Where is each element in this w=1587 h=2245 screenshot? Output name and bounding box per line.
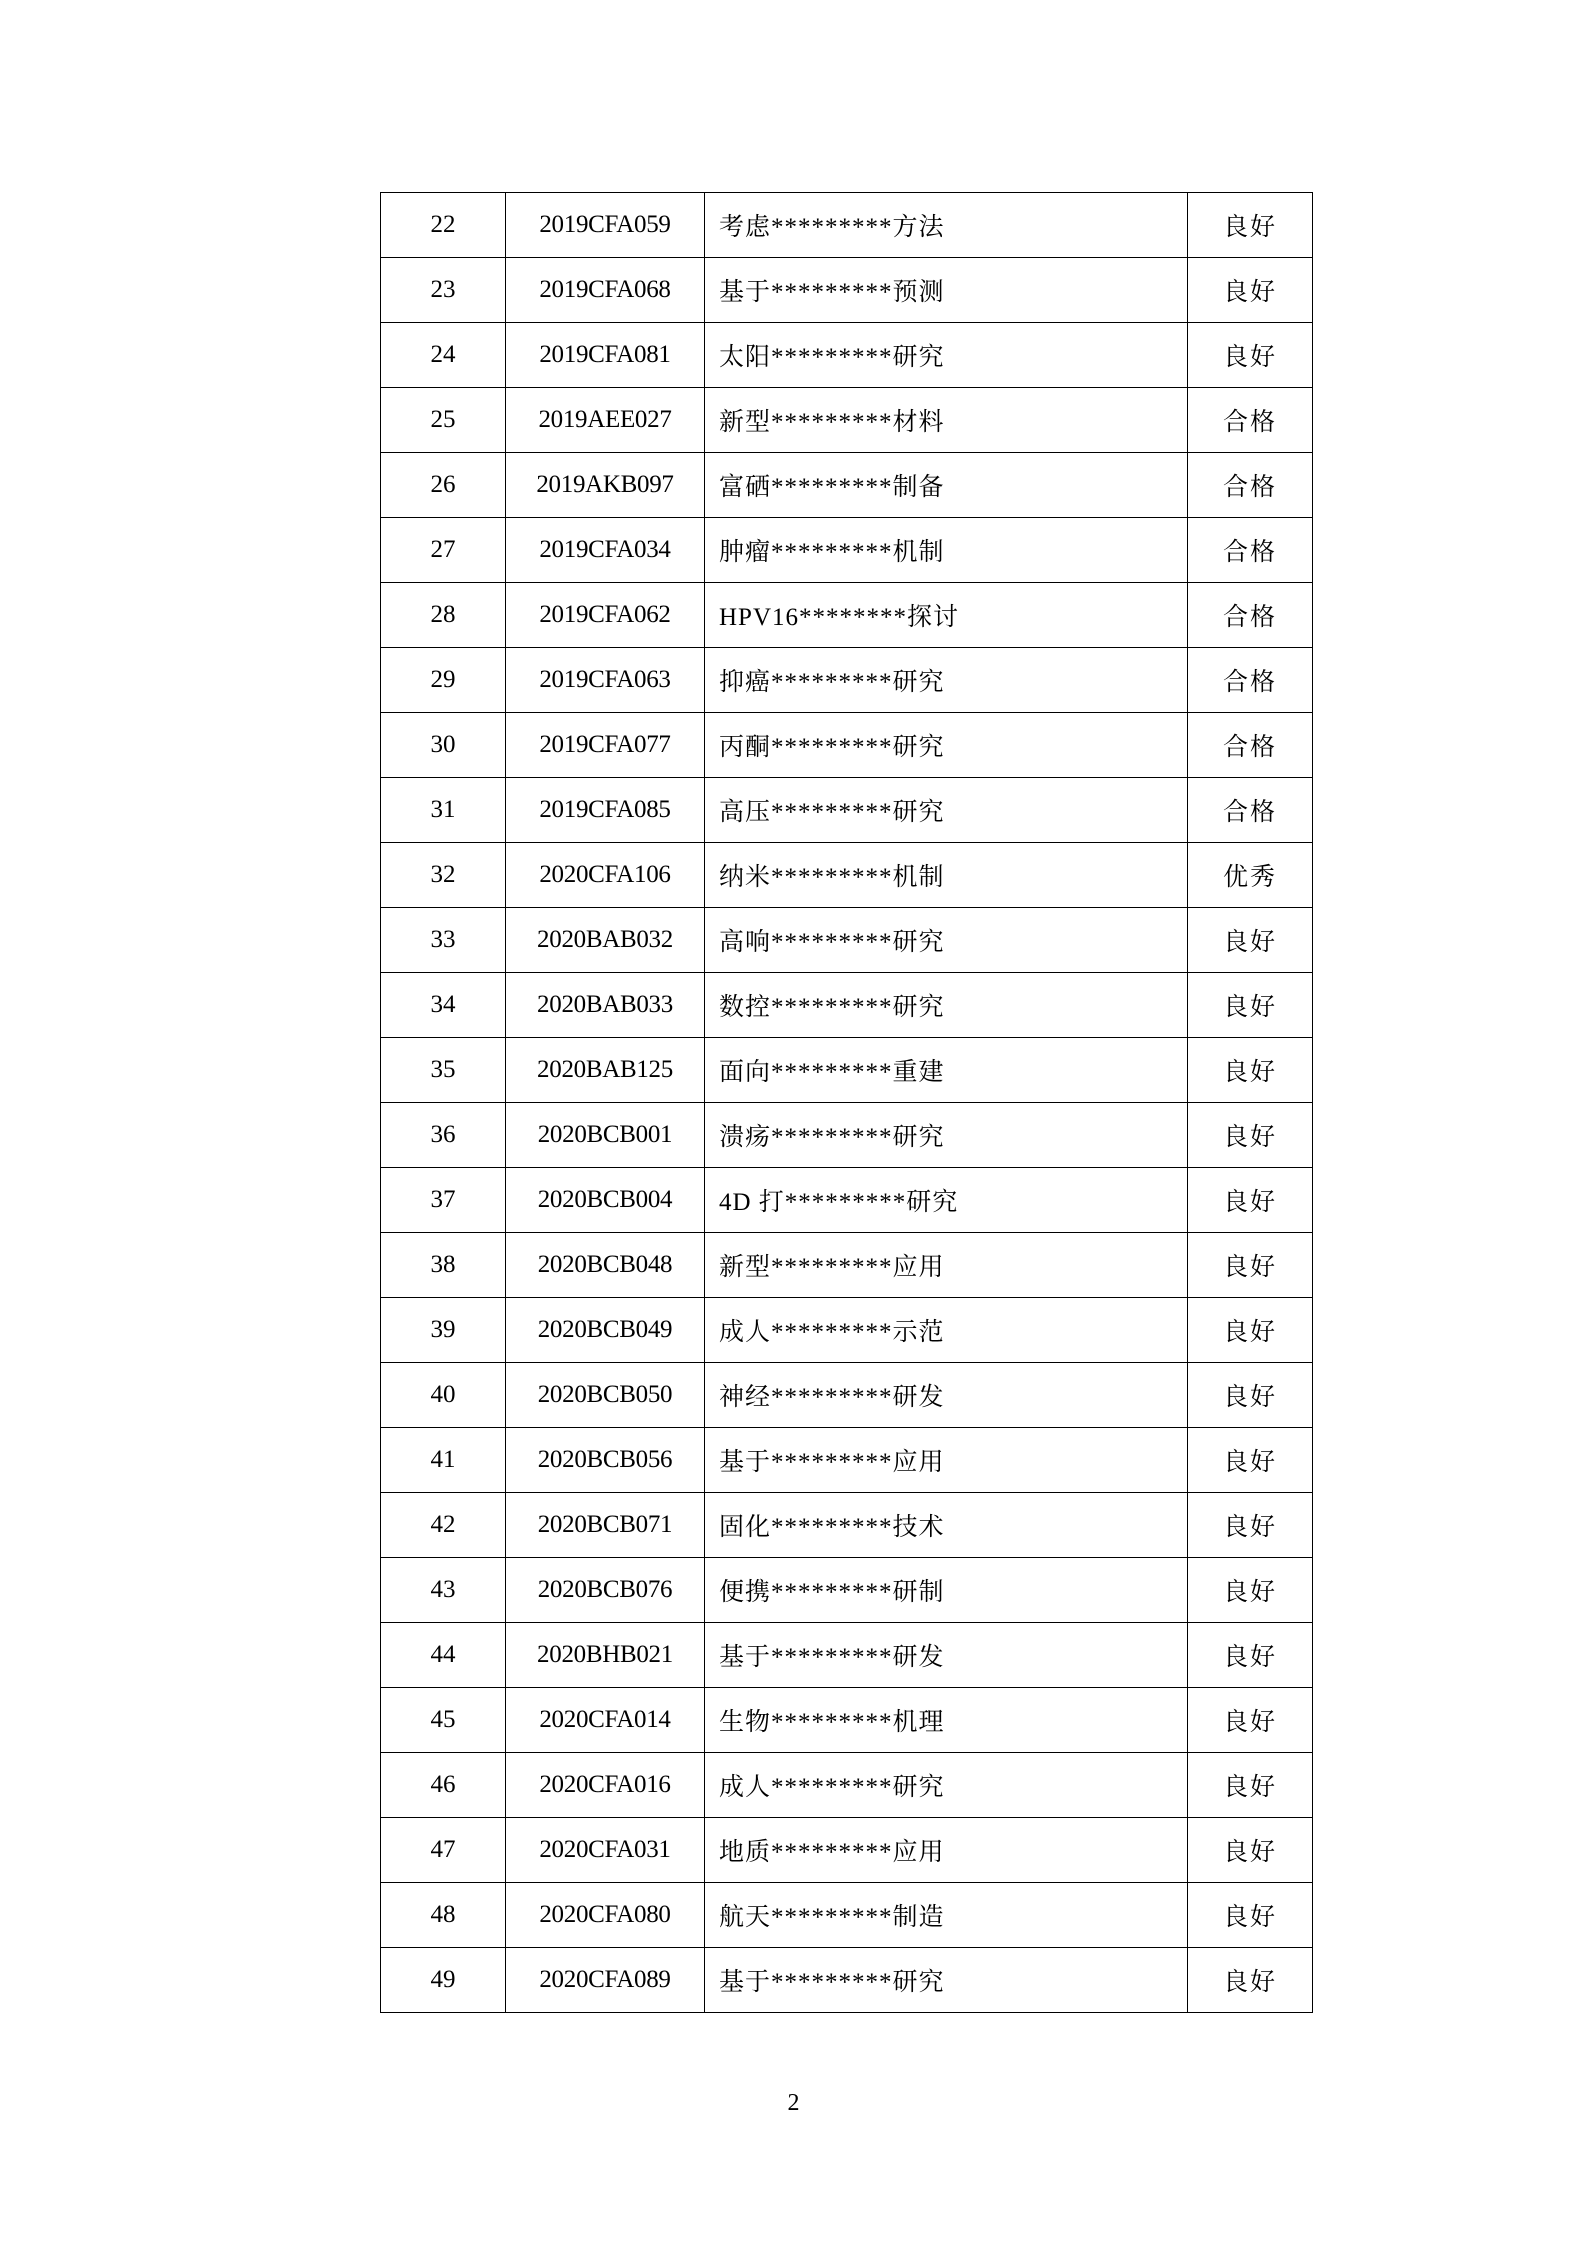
cell-project-title: 便携*********研制 <box>705 1558 1188 1623</box>
cell-project-title: 生物*********机理 <box>705 1688 1188 1753</box>
table-row <box>381 973 1313 1038</box>
cell-project-title: 成人*********研究 <box>705 1753 1188 1818</box>
cell-project-title: 高响*********研究 <box>705 908 1188 973</box>
table-row <box>381 1558 1313 1623</box>
cell-project-code: 2020CFA014 <box>506 1688 705 1753</box>
cell-project-title: 溃疡*********研究 <box>705 1103 1188 1168</box>
cell-number: 37 <box>381 1168 506 1233</box>
cell-grade: 良好 <box>1188 908 1313 973</box>
cell-project-title: 丙酮*********研究 <box>705 713 1188 778</box>
cell-grade: 良好 <box>1188 1818 1313 1883</box>
cell-project-code: 2020BCB071 <box>506 1493 705 1558</box>
table-row <box>381 648 1313 713</box>
cell-number: 35 <box>381 1038 506 1103</box>
cell-grade: 良好 <box>1188 973 1313 1038</box>
cell-project-title: 基于*********应用 <box>705 1428 1188 1493</box>
cell-project-code: 2020BCB001 <box>506 1103 705 1168</box>
cell-project-code: 2019CFA063 <box>506 648 705 713</box>
cell-project-code: 2020CFA016 <box>506 1753 705 1818</box>
cell-project-code: 2020BAB032 <box>506 908 705 973</box>
cell-project-title: 面向*********重建 <box>705 1038 1188 1103</box>
cell-number: 36 <box>381 1103 506 1168</box>
table-body <box>381 193 1313 2013</box>
table-row <box>381 388 1313 453</box>
table-row <box>381 1818 1313 1883</box>
cell-number: 28 <box>381 583 506 648</box>
cell-project-code: 2020BCB050 <box>506 1363 705 1428</box>
cell-number: 44 <box>381 1623 506 1688</box>
cell-grade: 良好 <box>1188 1298 1313 1363</box>
cell-project-title: 航天*********制造 <box>705 1883 1188 1948</box>
table-row <box>381 1233 1313 1298</box>
table-row <box>381 778 1313 843</box>
cell-project-code: 2020BCB048 <box>506 1233 705 1298</box>
cell-project-title: 肿瘤*********机制 <box>705 518 1188 583</box>
table-row <box>381 193 1313 258</box>
cell-grade: 良好 <box>1188 1558 1313 1623</box>
cell-number: 23 <box>381 258 506 323</box>
cell-number: 46 <box>381 1753 506 1818</box>
cell-grade: 良好 <box>1188 1753 1313 1818</box>
cell-project-title: 纳米*********机制 <box>705 843 1188 908</box>
cell-number: 32 <box>381 843 506 908</box>
table-row <box>381 453 1313 518</box>
cell-grade: 良好 <box>1188 1428 1313 1493</box>
cell-number: 22 <box>381 193 506 258</box>
cell-number: 31 <box>381 778 506 843</box>
page-number: 2 <box>787 2090 800 2116</box>
cell-project-title: 成人*********示范 <box>705 1298 1188 1363</box>
cell-project-title: 固化*********技术 <box>705 1493 1188 1558</box>
cell-grade: 良好 <box>1188 1168 1313 1233</box>
cell-number: 33 <box>381 908 506 973</box>
cell-number: 30 <box>381 713 506 778</box>
cell-project-code: 2020BCB056 <box>506 1428 705 1493</box>
project-results-table <box>380 192 1313 2013</box>
cell-grade: 良好 <box>1188 1363 1313 1428</box>
cell-grade: 合格 <box>1188 453 1313 518</box>
table-row <box>381 1883 1313 1948</box>
cell-grade: 良好 <box>1188 1038 1313 1103</box>
cell-project-title: 地质*********应用 <box>705 1818 1188 1883</box>
cell-project-title: 富硒*********制备 <box>705 453 1188 518</box>
cell-number: 27 <box>381 518 506 583</box>
table-row <box>381 713 1313 778</box>
cell-number: 26 <box>381 453 506 518</box>
cell-number: 42 <box>381 1493 506 1558</box>
cell-number: 48 <box>381 1883 506 1948</box>
table-row <box>381 583 1313 648</box>
cell-project-code: 2020CFA106 <box>506 843 705 908</box>
cell-project-code: 2020CFA031 <box>506 1818 705 1883</box>
table-row <box>381 323 1313 388</box>
cell-project-title: 4D 打*********研究 <box>705 1168 1188 1233</box>
cell-grade: 合格 <box>1188 778 1313 843</box>
cell-project-code: 2019CFA034 <box>506 518 705 583</box>
cell-number: 45 <box>381 1688 506 1753</box>
cell-project-code: 2019CFA062 <box>506 583 705 648</box>
cell-project-title: 基于*********研发 <box>705 1623 1188 1688</box>
cell-grade: 良好 <box>1188 1493 1313 1558</box>
cell-grade: 良好 <box>1188 1623 1313 1688</box>
table-row <box>381 1363 1313 1428</box>
cell-project-code: 2019AEE027 <box>506 388 705 453</box>
cell-project-code: 2020BCB049 <box>506 1298 705 1363</box>
cell-grade: 良好 <box>1188 1103 1313 1168</box>
cell-grade: 良好 <box>1188 1233 1313 1298</box>
table-row <box>381 1298 1313 1363</box>
table-row <box>381 1493 1313 1558</box>
cell-grade: 合格 <box>1188 648 1313 713</box>
table-row <box>381 1688 1313 1753</box>
cell-grade: 合格 <box>1188 518 1313 583</box>
table-row <box>381 1103 1313 1168</box>
cell-number: 39 <box>381 1298 506 1363</box>
cell-project-title: 抑癌*********研究 <box>705 648 1188 713</box>
cell-grade: 合格 <box>1188 388 1313 453</box>
cell-project-title: 考虑*********方法 <box>705 193 1188 258</box>
table-row <box>381 1623 1313 1688</box>
cell-grade: 良好 <box>1188 1948 1313 2013</box>
table-row <box>381 908 1313 973</box>
cell-number: 24 <box>381 323 506 388</box>
cell-project-code: 2019AKB097 <box>506 453 705 518</box>
cell-number: 43 <box>381 1558 506 1623</box>
cell-project-code: 2020BHB021 <box>506 1623 705 1688</box>
cell-number: 38 <box>381 1233 506 1298</box>
cell-number: 29 <box>381 648 506 713</box>
cell-project-title: 基于*********预测 <box>705 258 1188 323</box>
cell-project-title: 高压*********研究 <box>705 778 1188 843</box>
cell-project-code: 2019CFA077 <box>506 713 705 778</box>
cell-grade: 优秀 <box>1188 843 1313 908</box>
table-row <box>381 1948 1313 2013</box>
cell-project-title: 神经*********研发 <box>705 1363 1188 1428</box>
cell-project-code: 2020BCB004 <box>506 1168 705 1233</box>
cell-number: 49 <box>381 1948 506 2013</box>
table-row <box>381 843 1313 908</box>
cell-grade: 合格 <box>1188 583 1313 648</box>
cell-project-code: 2019CFA059 <box>506 193 705 258</box>
cell-number: 34 <box>381 973 506 1038</box>
cell-number: 47 <box>381 1818 506 1883</box>
cell-project-code: 2020BAB125 <box>506 1038 705 1103</box>
cell-grade: 良好 <box>1188 323 1313 388</box>
cell-project-code: 2020BCB076 <box>506 1558 705 1623</box>
cell-number: 40 <box>381 1363 506 1428</box>
table-row <box>381 1168 1313 1233</box>
table-row <box>381 258 1313 323</box>
cell-project-title: 数控*********研究 <box>705 973 1188 1038</box>
cell-project-code: 2020BAB033 <box>506 973 705 1038</box>
cell-project-title: 新型*********应用 <box>705 1233 1188 1298</box>
table-row <box>381 1428 1313 1493</box>
cell-project-title: 太阳*********研究 <box>705 323 1188 388</box>
cell-project-title: 新型*********材料 <box>705 388 1188 453</box>
cell-project-title: HPV16********探讨 <box>705 583 1188 648</box>
cell-project-code: 2019CFA085 <box>506 778 705 843</box>
cell-grade: 良好 <box>1188 1883 1313 1948</box>
cell-project-code: 2019CFA081 <box>506 323 705 388</box>
cell-grade: 良好 <box>1188 1688 1313 1753</box>
cell-grade: 良好 <box>1188 193 1313 258</box>
table-row <box>381 1753 1313 1818</box>
cell-project-code: 2019CFA068 <box>506 258 705 323</box>
table-row <box>381 1038 1313 1103</box>
cell-number: 41 <box>381 1428 506 1493</box>
cell-project-code: 2020CFA089 <box>506 1948 705 2013</box>
cell-number: 25 <box>381 388 506 453</box>
cell-grade: 合格 <box>1188 713 1313 778</box>
cell-project-code: 2020CFA080 <box>506 1883 705 1948</box>
cell-grade: 良好 <box>1188 258 1313 323</box>
cell-project-title: 基于*********研究 <box>705 1948 1188 2013</box>
table-row <box>381 518 1313 583</box>
